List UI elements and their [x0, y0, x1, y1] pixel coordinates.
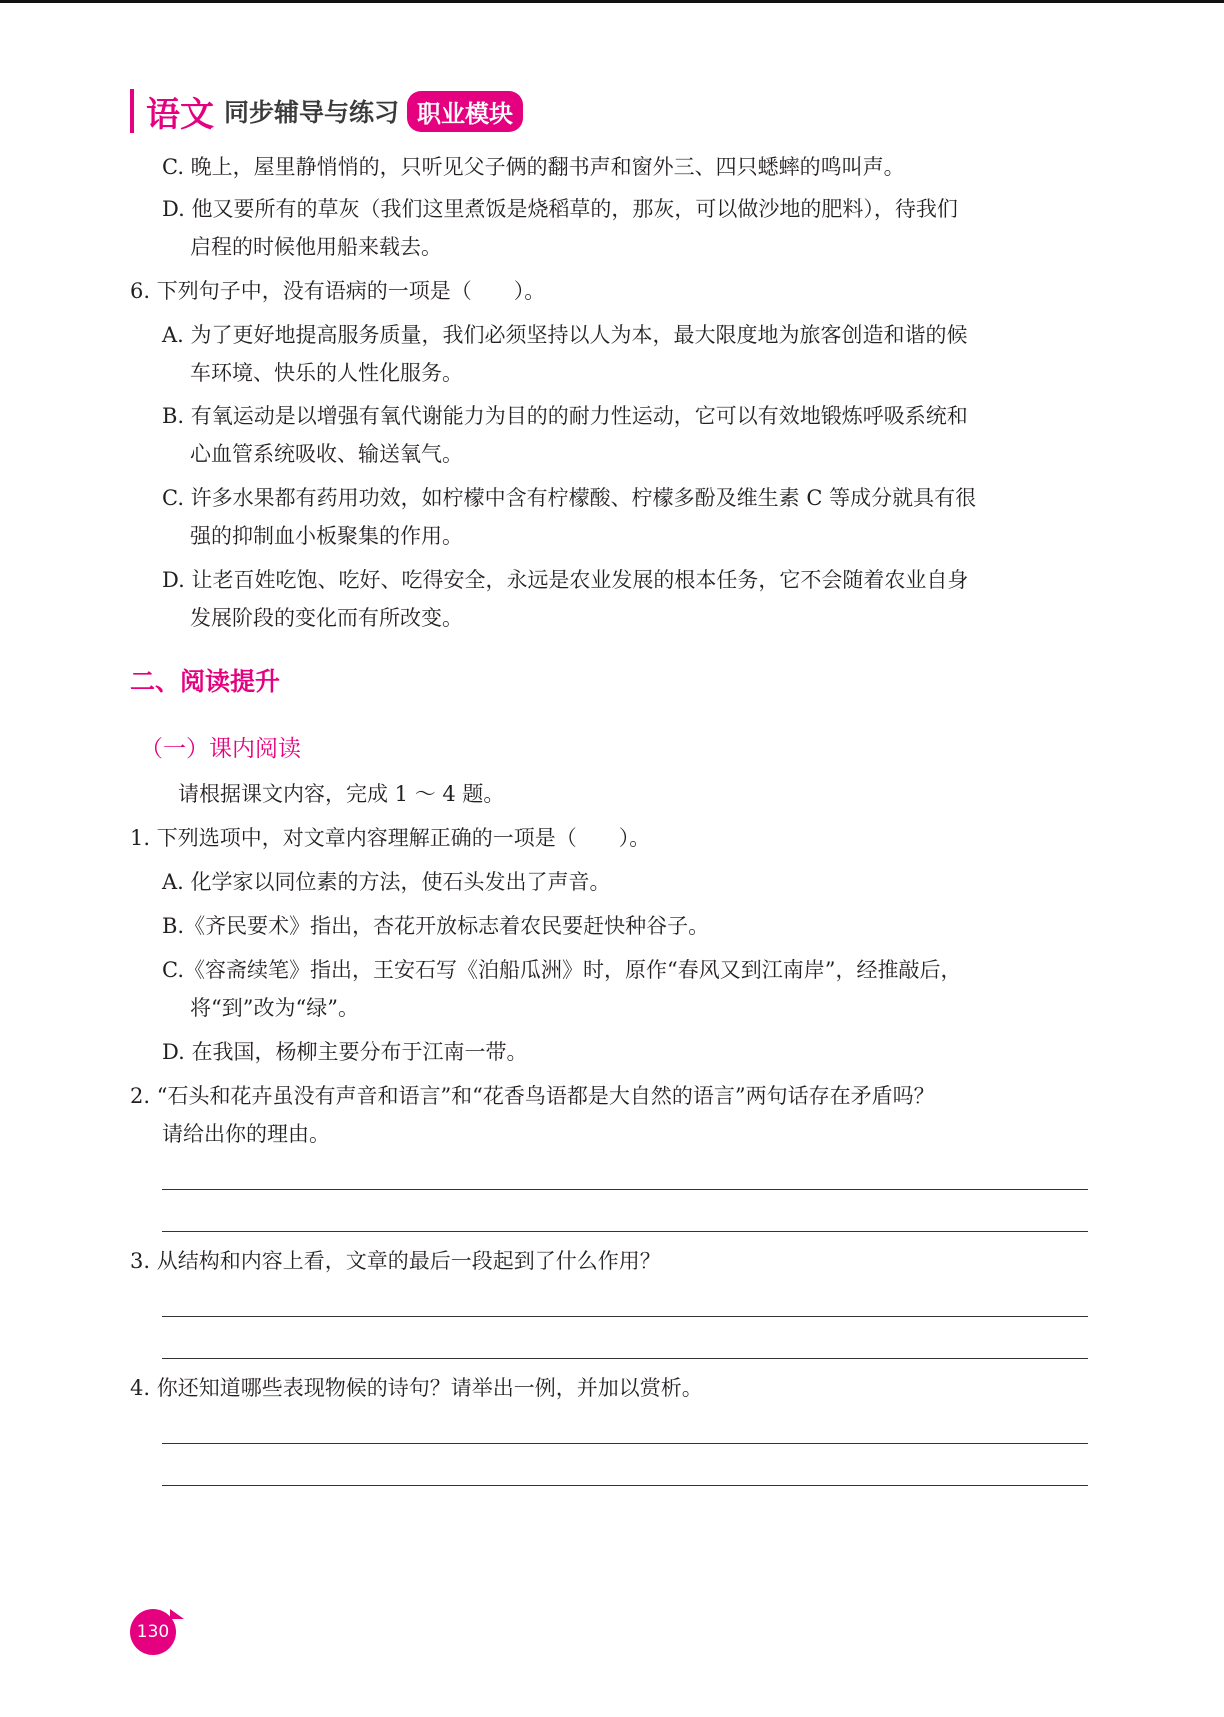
reading-question-3: 3. 从结构和内容上看，文章的最后一段起到了什么作用？: [130, 1249, 661, 1273]
answer-line[interactable]: [162, 1231, 1088, 1232]
reading-instructions: 请根据课文内容，完成 1 ～ 4 题。: [178, 782, 505, 806]
top-rule: [0, 0, 1224, 3]
q6-option-d: D. 让老百姓吃饱、吃好、吃得安全，永远是农业发展的根本任务，它不会随着农业自身: [162, 568, 969, 592]
header-accent-bar: [130, 89, 134, 133]
q6-option-a-cont: 车环境、快乐的人性化服务。: [190, 361, 463, 385]
subsection-title: （一）课内阅读: [140, 736, 301, 762]
header-module-badge: 职业模块: [407, 91, 523, 132]
q5-option-d: D. 他又要所有的草灰（我们这里煮饭是烧稻草的，那灰，可以做沙地的肥料），待我们: [162, 197, 958, 221]
q6-option-b-cont: 心血管系统吸收、输送氧气。: [190, 442, 463, 466]
q6-option-d-cont: 发展阶段的变化而有所改变。: [190, 606, 463, 630]
answer-line[interactable]: [162, 1443, 1088, 1444]
reading-question-1: 1. 下列选项中，对文章内容理解正确的一项是（ ）。: [130, 826, 651, 850]
q6-option-b: B. 有氧运动是以增强有氧代谢能力为目的的耐力性运动，它可以有效地锻炼呼吸系统和: [162, 404, 968, 428]
page-number-badge: [130, 1609, 176, 1655]
section-title: 二、阅读提升: [130, 667, 281, 696]
reading-question-2-cont: 请给出你的理由。: [162, 1122, 330, 1146]
q6-option-c: C. 许多水果都有药用功效，如柠檬中含有柠檬酸、柠檬多酚及维生素 C 等成分就具有很: [162, 486, 977, 510]
header-subject: 语文: [146, 94, 214, 135]
reading-question-2: 2. “石头和花卉虽没有声音和语言”和“花香鸟语都是大自然的语言”两句话存在矛盾吗？: [130, 1084, 935, 1108]
q5-option-c: C. 晚上，屋里静悄悄的，只听见父子俩的翻书声和窗外三、四只蟋蟀的鸣叫声。: [162, 155, 905, 179]
r1-option-b: B.《齐民要术》指出，杏花开放标志着农民要赶快种谷子。: [162, 914, 710, 938]
q6-option-a: A. 为了更好地提高服务质量，我们必须坚持以人为本，最大限度地为旅客创造和谐的候: [162, 323, 968, 347]
q6-option-c-cont: 强的抑制血小板聚集的作用。: [190, 524, 463, 548]
question-6: 6. 下列句子中，没有语病的一项是（ ）。: [130, 279, 546, 303]
r1-option-d: D. 在我国，杨柳主要分布于江南一带。: [162, 1040, 528, 1064]
r1-option-c-cont: 将“到”改为“绿”。: [190, 996, 359, 1020]
page-number: 130: [136, 1622, 170, 1642]
answer-line[interactable]: [162, 1485, 1088, 1486]
reading-question-4: 4. 你还知道哪些表现物候的诗句？请举出一例，并加以赏析。: [130, 1376, 703, 1400]
header-book-title: 同步辅导与练习: [224, 98, 400, 127]
q5-option-d-cont: 启程的时候他用船来载去。: [190, 235, 442, 259]
r1-option-a: A. 化学家以同位素的方法，使石头发出了声音。: [162, 870, 611, 894]
answer-line[interactable]: [162, 1316, 1088, 1317]
page-header: [130, 88, 523, 134]
r1-option-c: C.《容斋续笔》指出，王安石写《泊船瓜洲》时，原作“春风又到江南岸”，经推敲后，: [162, 958, 962, 982]
answer-line[interactable]: [162, 1358, 1088, 1359]
answer-line[interactable]: [162, 1189, 1088, 1190]
